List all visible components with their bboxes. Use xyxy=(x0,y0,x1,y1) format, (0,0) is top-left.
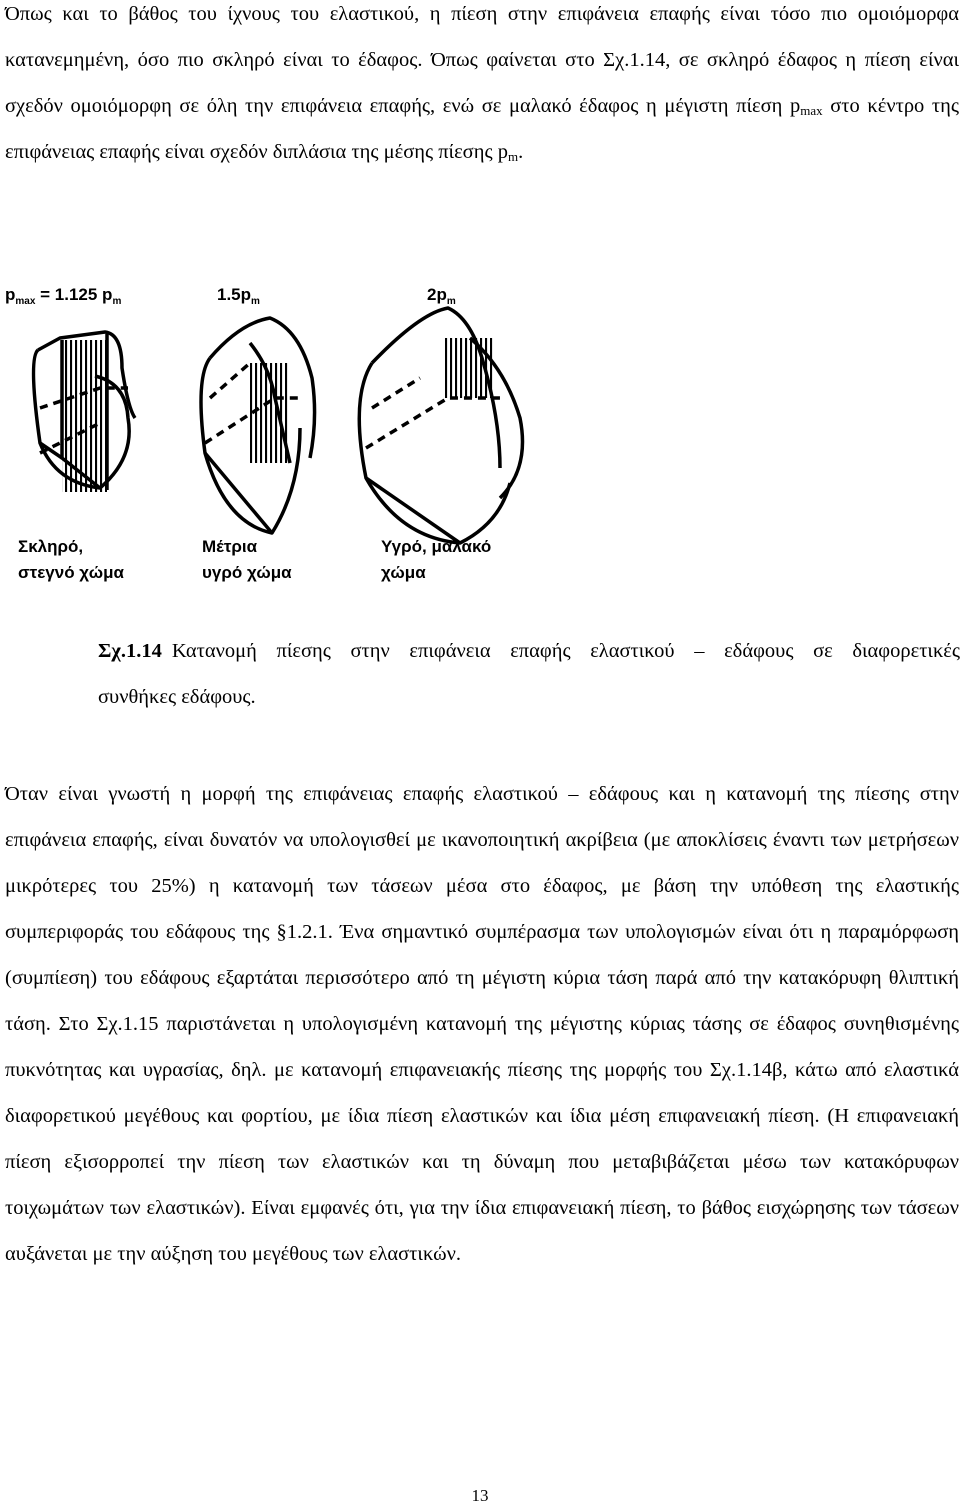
intro-paragraph xyxy=(5,0,959,175)
subscript-m: m xyxy=(507,149,519,164)
body-paragraph: Όταν είναι γνωστή η μορφή της επιφάνειας επαφής ελαστικού – εδάφους και η κατανομή της πίεσης στην επιφάνεια επαφής, είναι δυνατόν να υπολογισθεί με ικανοποιητική ακρίβεια (με αποκλίσεις έναντι των μετρήσεων μικρότερες του 25%) η κατανομή των τάσεων μέσα στο έδαφος, με βάση την υπόθεση της ελαστικής συμπεριφοράς του εδάφους της §1.2.1. Ένα σημαντικό συμπέρασμα των υπολογισμών είναι ότι η παραμόρφωση (συμπίεση) του εδάφους εξαρτάται περισσότερο από τη μέγιστη κύρια τάση παρά από την κατακόρυφη θλιπτική τάση. Στο Σχ.1.15 παριστάνεται η υπολογισμένη κατανομή της μέγιστης κύριας τάσης σε έδαφος συνηθισμένης πυκνότητας και υγρασίας, δηλ. με κατανομή επιφανειακής πίεσης της μορφής του Σχ.1.14β, κάτω από ελαστικά διαφορετικού μεγέθους και φορτίου, με ίδια πίεση ελαστικών και ίδια μέση επιφανειακή πίεση. (Η επιφανειακή πίεση εξισορροπεί την πίεση των ελαστικών και τη δύναμη που μεταβιβάζεται μέσω των κατακόρυφων τοιχωμάτων των ελαστικών). Είναι εμφανές ότι, για την ίδια επιφανειακή πίεση, το βάθος εισχώρησης των τάσεων αυξάνεται με την αύξηση του μεγέθους των ελαστικών. xyxy=(5,783,959,1265)
subscript-max: max xyxy=(800,103,823,118)
soil-label-1-line1: Σκληρό, xyxy=(18,537,84,556)
paragraph-text: στο κέντρο της επιφάνειας επαφής είναι σχεδόν διπλάσια της μέσης πίεσης p xyxy=(5,95,959,163)
soil-label-2-line2: υγρό χώμα xyxy=(202,563,292,582)
label-soft-soil-pressure: $2p_m$ xyxy=(427,285,456,307)
soil-label-3-line2: χώμα xyxy=(381,563,426,582)
pressure-distribution-drawing xyxy=(0,268,960,588)
page-number: 13 xyxy=(471,1486,489,1505)
figure-caption xyxy=(98,628,960,720)
medium-soil-pressure-shape xyxy=(201,318,315,533)
soil-label-3-line1: Υγρό, μαλακό xyxy=(381,537,492,556)
caption-number: Σχ.1.14 xyxy=(98,640,162,662)
paragraph-text: . xyxy=(518,141,524,163)
soil-label-2-line1: Μέτρια xyxy=(202,537,258,556)
soft-soil-pressure-shape xyxy=(359,308,522,543)
soil-label-1-line2: στεγνό χώμα xyxy=(18,563,124,582)
pressure-distribution-figure xyxy=(0,268,960,588)
label-hard-soil-pressure: $p_{max} = 1.125$ $p_m$ xyxy=(5,285,122,307)
label-medium-soil-pressure: $1.5p_m$ xyxy=(217,285,260,307)
caption-text-line2: συνθήκες εδάφους. xyxy=(98,686,256,708)
caption-text: Κατανομή πίεσης στην επιφάνεια επαφής ελαστικού – εδάφους σε διαφορετικές xyxy=(171,640,960,662)
hard-soil-pressure-shape xyxy=(33,332,135,492)
paragraph-text: Όπως και το βάθος του ίχνους του ελαστικού, η πίεση στην επιφάνεια επαφής είναι τόσο πιο ομοιόμορφα κατανεμημένη, όσο πιο σκληρό είναι το έδαφος. Όπως φαίνεται στο Σχ.1.14, σε σκληρό έδαφος η πίεση είναι σχεδόν ομοιόμορφη σε όλη την επιφάνεια επαφής, ενώ σε μαλακό έδαφος η μέγιστη πίεση p xyxy=(5,3,959,117)
